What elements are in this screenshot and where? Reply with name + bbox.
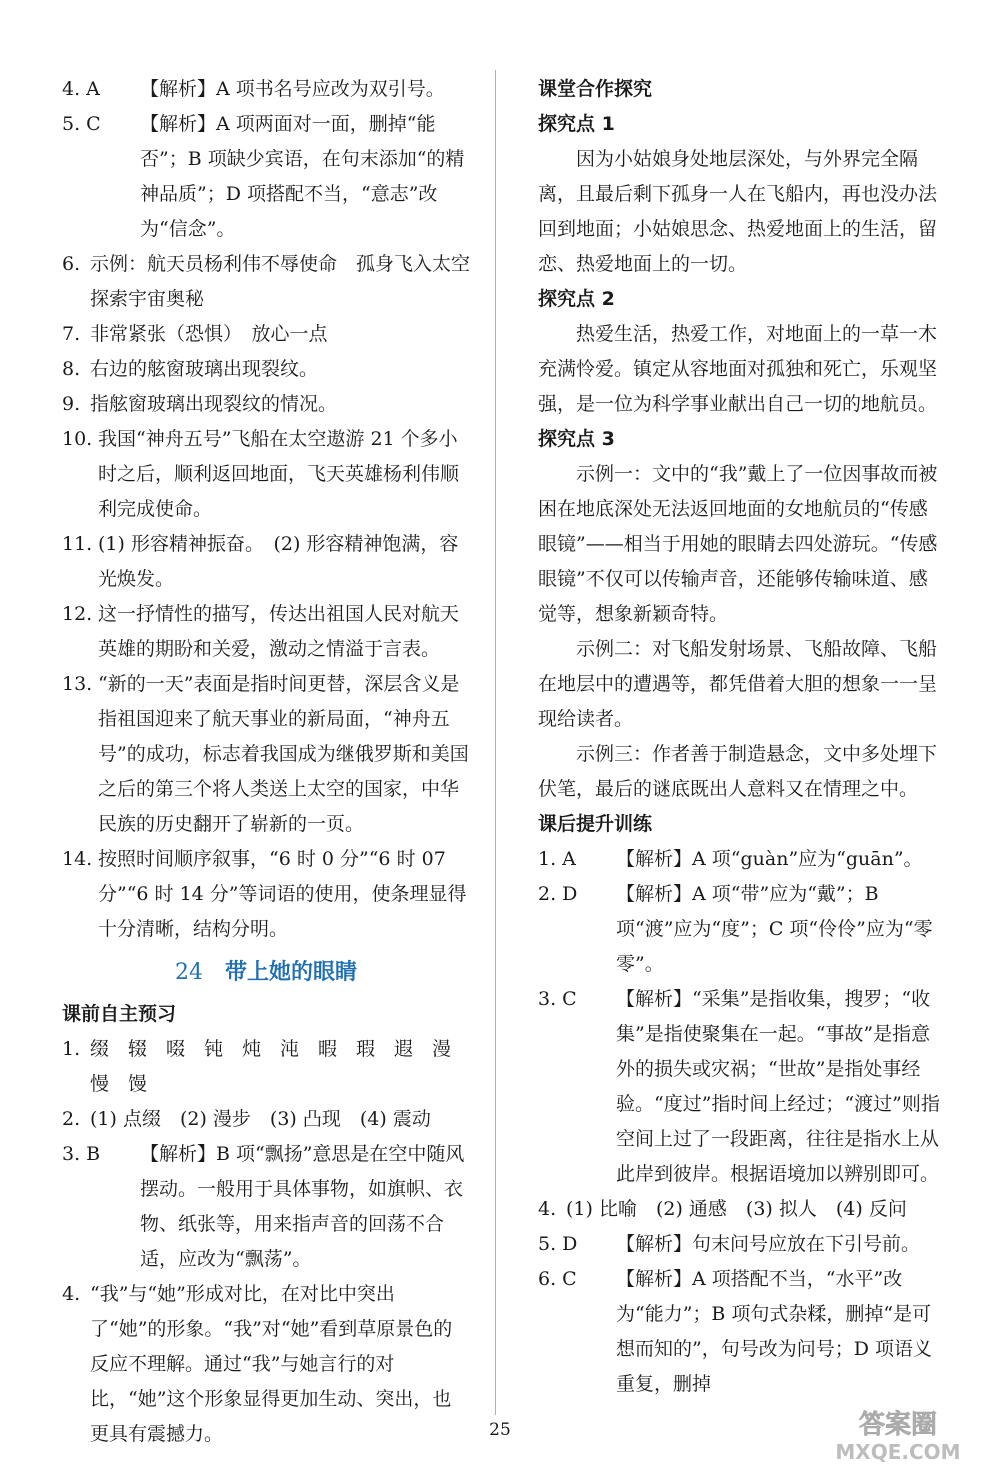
- item-number: 10.: [62, 428, 93, 450]
- explore-point-heading: 探究点 2: [538, 288, 615, 310]
- item-number: 5. C: [62, 113, 101, 135]
- list-item: [62, 352, 470, 387]
- item-text: 【解析】A 项“带”应为“戴”；B 项“渡”应为“度”；C 项“伶伶”应为“零零”。: [616, 883, 933, 975]
- list-item: [62, 842, 470, 947]
- item-number: 4.: [538, 1198, 557, 1220]
- item-text: 【解析】A 项“guàn”应为“guān”。: [616, 848, 923, 870]
- list-item: [62, 387, 470, 422]
- item-text: 【解析】B 项“飘扬”意思是在空中随风摆动。一般用于具体事物，如旗帜、衣物、纸张等，用来指声音的回荡不合适，应改为“飘荡”。: [140, 1143, 465, 1270]
- item-number: 5. D: [538, 1233, 578, 1255]
- item-number: 3. C: [538, 988, 577, 1010]
- answer-list-23: [62, 72, 470, 947]
- item-number: 6. C: [538, 1268, 577, 1290]
- list-item: [538, 1192, 946, 1227]
- item-text: 右边的舷窗玻璃出现裂纹。: [90, 358, 319, 380]
- list-item: [62, 422, 470, 527]
- item-number: 2. D: [538, 883, 578, 905]
- explore-point-heading: 探究点 1: [538, 113, 615, 135]
- list-item: [62, 527, 470, 597]
- item-number: 1. A: [538, 848, 576, 870]
- item-text: 我国“神舟五号”飞船在太空遨游 21 个多小时之后，顺利返回地面，飞天英雄杨利伟顺利完成使命。: [98, 428, 460, 520]
- item-text: 【解析】“采集”是指收集，搜罗；“收集”是指使聚集在一起。“事故”是指意外的损失或灾祸；“世故”是指处事经验。“度过”指时间上经过；“渡过”则指空间上过了一段距离，往往是指水上从此岸到彼岸。根据语境加以辨别即可。: [616, 988, 940, 1185]
- lesson-number: 24: [174, 960, 203, 985]
- list-item: [62, 72, 470, 107]
- item-text: 缀 辍 啜 钝 炖 沌 暇 瑕 遐 漫 慢 馒: [90, 1038, 471, 1095]
- explore-points: [538, 107, 946, 807]
- list-item: [538, 842, 946, 877]
- list-item: [62, 1102, 470, 1137]
- item-text: (1) 形容精神振奋。 (2) 形容精神饱满，容光焕发。: [98, 533, 459, 590]
- list-item: [62, 667, 470, 842]
- item-text: 【解析】A 项搭配不当，“水平”改为“能力”；B 项句式杂糅，删掉“是可想而知的”，句号改为问号；D 项语义重复，删掉: [616, 1268, 932, 1395]
- list-item: [538, 982, 946, 1192]
- list-item: [62, 317, 470, 352]
- list-item: [62, 1032, 470, 1102]
- item-number: 9.: [62, 393, 81, 415]
- item-number: 12.: [62, 603, 93, 625]
- answer-list-preview: [62, 1032, 470, 1452]
- watermark-line1: 答案圈: [858, 1410, 938, 1440]
- section-heading-preview: 课前自主预习: [62, 1003, 177, 1025]
- list-item: [538, 1262, 946, 1402]
- item-text: 示例：航天员杨利伟不辱使命 孤身飞入太空探索宇宙奥秘: [90, 253, 471, 310]
- column-divider: [495, 70, 496, 1415]
- item-text: 【解析】A 项书名号应改为双引号。: [140, 78, 445, 100]
- explore-point-paragraph: 示例二：对飞船发射场景、飞船故障、飞船在地层中的遭遇等，都凭借着大胆的想象一一呈现给读者。: [538, 638, 938, 730]
- item-number: 8.: [62, 358, 81, 380]
- explore-point-paragraph: 热爱生活，热爱工作，对地面上的一草一木充满怜爱。镇定从容地面对孤独和死亡，乐观坚强，是一位为科学事业献出自己一切的地航员。: [538, 323, 938, 415]
- item-number: 4.: [62, 1283, 81, 1305]
- lesson-name: 带上她的眼睛: [224, 960, 357, 985]
- answer-list-training: [538, 842, 946, 1402]
- item-text: 指舷窗玻璃出现裂纹的情况。: [90, 393, 338, 415]
- section-heading-training: 课后提升训练: [538, 813, 653, 835]
- list-item: [62, 597, 470, 667]
- section-heading-explore: 课堂合作探究: [538, 78, 653, 100]
- lesson-title: [62, 951, 470, 995]
- explore-point-paragraph: 示例一：文中的“我”戴上了一位因事故而被困在地底深处无法返回地面的女地航员的“传感眼镜”——相当于用她的眼睛去四处游玩。“传感眼镜”不仅可以传输声音，还能够传输味道、感觉等，想象新颖奇特。: [538, 463, 938, 625]
- item-text: 【解析】A 项两面对一面，删掉“能否”；B 项缺少宾语，在句末添加“的精神品质”；D 项搭配不当，“意志”改为“信念”。: [140, 113, 465, 240]
- explore-point-paragraph: 示例三：作者善于制造悬念，文中多处埋下伏笔，最后的谜底既出人意料又在情理之中。: [538, 743, 938, 800]
- item-number: 6.: [62, 253, 81, 275]
- item-number: 1.: [62, 1038, 81, 1060]
- item-number: 14.: [62, 848, 93, 870]
- list-item: [538, 1227, 946, 1262]
- item-number: 4. A: [62, 78, 100, 100]
- page-number: 25: [489, 1420, 511, 1440]
- item-number: 3. B: [62, 1143, 101, 1165]
- explore-point-paragraph: 因为小姑娘身处地层深处，与外界完全隔离，且最后剩下孤身一人在飞船内，再也没办法回到地面；小姑娘思念、热爱地面上的生活，留恋、热爱地面上的一切。: [538, 148, 938, 275]
- item-text: (1) 比喻 (2) 通感 (3) 拟人 (4) 反问: [566, 1198, 907, 1220]
- item-text: 非常紧张（恐惧） 放心一点: [90, 323, 328, 345]
- item-number: 13.: [62, 673, 93, 695]
- watermark-line2: MXQE.COM: [835, 1440, 961, 1464]
- item-text: 【解析】句末问号应放在下引号前。: [616, 1233, 921, 1255]
- explore-point-heading: 探究点 3: [538, 428, 615, 450]
- item-text: 这一抒情性的描写，传达出祖国人民对航天英雄的期盼和关爱，激动之情溢于言表。: [98, 603, 460, 660]
- item-text: (1) 点缀 (2) 漫步 (3) 凸现 (4) 震动: [90, 1108, 431, 1130]
- left-column: [62, 72, 470, 1452]
- list-item: [538, 877, 946, 982]
- list-item: [62, 1137, 470, 1277]
- item-number: 7.: [62, 323, 81, 345]
- list-item: [62, 247, 470, 317]
- item-text: 按照时间顺序叙事，“6 时 0 分”“6 时 07 分”“6 时 14 分”等词语的使用，使条理显得十分清晰，结构分明。: [98, 848, 467, 940]
- right-column: [538, 72, 946, 1402]
- watermark-logo: [814, 1403, 982, 1467]
- item-number: 2.: [62, 1108, 81, 1130]
- item-number: 11.: [62, 533, 93, 555]
- list-item: [62, 107, 470, 247]
- item-text: “我”与“她”形成对比，在对比中突出了“她”的形象。“我”对“她”看到草原景色的反应不理解。通过“我”与她言行的对比，“她”这个形象显得更加生动、突出，也更具有震撼力。: [90, 1283, 453, 1445]
- item-text: “新的一天”表面是指时间更替，深层含义是指祖国迎来了航天事业的新局面，“神舟五号”的成功，标志着我国成为继俄罗斯和美国之后的第三个将人类送上太空的国家，中华民族的历史翻开了崭新的一页。: [98, 673, 469, 835]
